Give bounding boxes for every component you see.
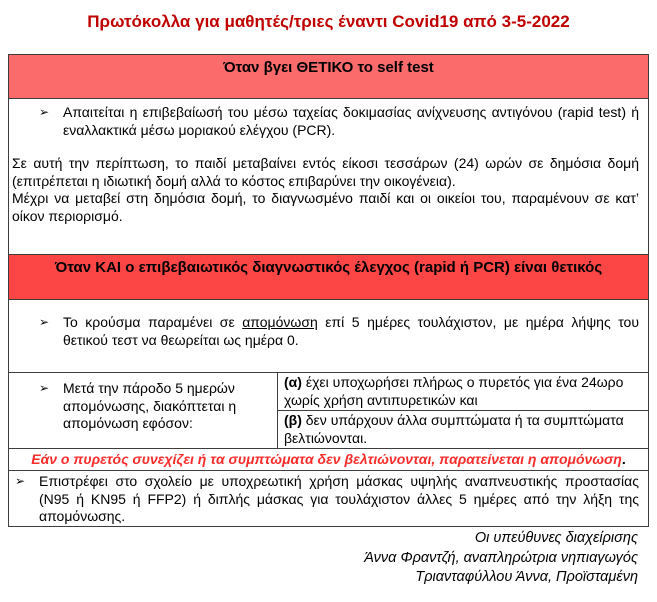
section1-paragraph-2: Μέχρι να μεταβεί στη δημόσια δομή, το διαγνωσμένο παιδί και οι οικείοι του, παραμένουν σε κατ’ οίκον περιορισμό. [12,190,639,224]
section1-header [9,55,648,98]
condition-a-marker: (α) [284,374,302,390]
conditions-bullet-item [9,380,277,433]
fever-note-text: Εάν ο πυρετός συνεχίζει ή τα συμπτώματα δεν βελτιώνονται, παρατείνεται η απομόνωση [31,451,622,467]
arrow-bullet-icon: ➢ [15,474,26,488]
return-row [9,470,648,526]
section1-body [9,98,648,254]
section1-paragraph-1: Σε αυτή την περίπτωση, το παιδί μεταβαίνει εντός είκοσι τεσσάρων (24) ωρών σε δημόσια δομή (επιτρέπεται η ιδιωτική δομή αλλά το κόστος επιβαρύνει την οικογένεια). [12,155,639,189]
conditions-label-text: Μετά την πάροδο 5 ημερών απομόνωσης, διακόπτεται η απομόνωση εφόσον: [63,380,237,431]
signature-role: Οι υπεύθυνες διαχείρισης [474,530,638,546]
condition-b-marker: (β) [284,412,302,428]
spacer [9,139,648,155]
condition-b-cell [278,411,648,448]
isolation-bullet-text [63,314,639,349]
isolation-bullet-item [9,314,648,349]
section1-bullet-item [9,104,648,139]
return-bullet-text: Επιστρέφει στο σχολείο με υποχρεωτική χρήση μάσκας υψηλής αναπνευστικής προστασίας (Ν95 ή ΚΝ95 ή FFP2) ή διπλής μάσκας για τουλάχιστον άλλες 5 ημέρες από την λήξη της απομόνωσης. [39,473,639,524]
isolation-text-pre: Το κρούσμα παραμένει σε [63,314,243,330]
conditions-cells [278,373,648,448]
section2-header [9,254,648,299]
fever-note-row [9,448,648,470]
condition-b-text: δεν υπάρχουν άλλα συμπτώματα ή τα συμπτώματα βελτιώνονται. [284,412,624,446]
arrow-bullet-icon: ➢ [39,381,50,395]
page-title: Πρωτόκολλα για μαθητές/τριες έναντι Covid19 από 3-5-2022 [87,12,570,31]
section2-isolation-row [9,299,648,372]
signature-name-1: Άννα Φραντζή, αναπληρώτρια νηπιαγωγός [364,549,638,566]
signature-block [200,529,638,588]
section1-header-text: Όταν βγει ΘΕΤΙΚΟ το self test [223,59,434,76]
condition-a-text: έχει υποχωρήσει πλήρως ο πυρετός για ένα 24ωρο χωρίς χρήση αντιπυρετικών και [284,374,624,408]
conditions-label-cell [9,373,278,448]
isolation-word-underlined: απομόνωση [242,314,318,330]
protocol-table [8,54,649,527]
arrow-bullet-icon: ➢ [39,105,50,119]
section2-header-text: Όταν ΚΑΙ ο επιβεβαιωτικός διαγνωστικός έλεγχος (rapid ή PCR) είναι θετικός [54,259,603,276]
conditions-row [9,372,648,448]
arrow-bullet-icon: ➢ [39,315,50,329]
section1-bullet-text: Απαιτείται η επιβεβαίωσή του μέσω ταχείας δοκιμασίας ανίχνευσης αντιγόνου (rapid test) ή εναλλακτικά μέσω μοριακού ελέγχου (PCR). [63,104,639,138]
condition-a-cell [278,373,648,411]
signature-name-2: Τριανταφύλλου Άννα, Προϊσταμένη [415,569,638,585]
fever-note-period: . [621,451,626,467]
isolation-text-post: επί 5 ημέρες τουλάχιστον, με ημέρα λήψης του θετικού τεστ να θεωρείται ως ημέρα 0. [63,314,639,348]
